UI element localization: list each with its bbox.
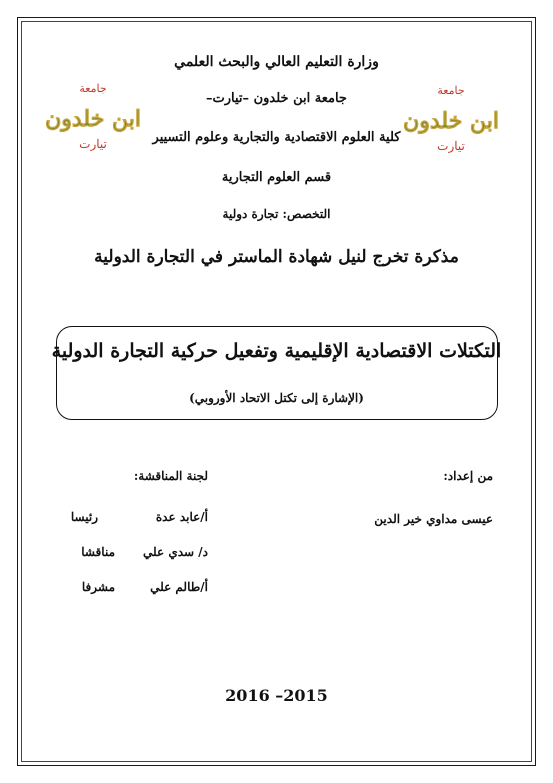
committee-member-role: مناقشا xyxy=(81,545,115,559)
committee-member-name: أ/طالم علي xyxy=(150,580,208,594)
university-logo-left xyxy=(45,76,141,158)
logo-bottom-text: تيارت xyxy=(79,137,107,151)
thesis-type-line: مذكرة تخرج لنيل شهادة الماستر في التجارة الدولية xyxy=(94,247,459,267)
department-line: قسم العلوم التجارية xyxy=(221,170,332,185)
specialty-line: التخصص: تجارة دولية xyxy=(222,207,331,221)
faculty-line: كلية العلوم الاقتصادية والتجارية وعلوم التسيير xyxy=(152,130,401,145)
university-logo-right xyxy=(403,78,499,160)
committee-member-name: د/ سدي علي xyxy=(143,545,208,559)
academic-year: 2016 –2015 xyxy=(225,686,328,705)
logo-bottom-text: تيارت xyxy=(437,139,465,153)
ministry-line: وزارة التعليم العالي والبحث العلمي xyxy=(174,54,379,70)
logo-main-text: ابن خلدون xyxy=(45,106,141,132)
logo-main-text: ابن خلدون xyxy=(403,108,499,134)
thesis-title: التكتلات الاقتصادية الإقليمية وتفعيل حركية التجارة الدولية xyxy=(51,340,502,362)
committee-member-role: مشرفا xyxy=(81,580,115,594)
thesis-subtitle: (الإشارة إلى تكتل الاتحاد الأوروبي) xyxy=(189,391,364,405)
committee-member-name: أ/عابد عدة xyxy=(155,510,208,524)
logo-top-text: جامعة xyxy=(437,84,465,97)
committee-label: لجنة المناقشة: xyxy=(133,469,208,483)
university-line: جامعة ابن خلدون –تيارت– xyxy=(206,91,347,106)
author-name: عيسى مداوي خير الدين xyxy=(374,512,493,526)
author-label: من إعداد: xyxy=(443,469,493,483)
committee-member-role: رئيسا xyxy=(70,510,98,524)
logo-top-text: جامعة xyxy=(79,82,107,95)
